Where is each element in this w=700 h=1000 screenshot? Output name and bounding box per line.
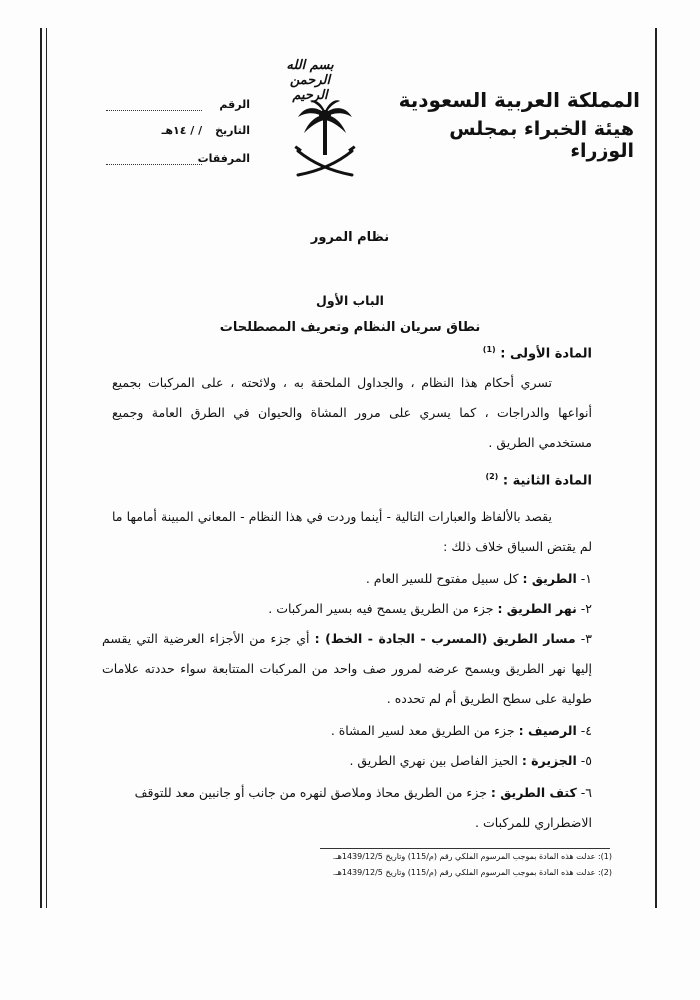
article1-title: المادة الأولى :	[500, 346, 592, 362]
item-number: ٢-	[580, 601, 592, 616]
date-label: التاريخ	[215, 124, 250, 137]
item-number: ٦-	[580, 785, 592, 800]
item-text: جزء من الطريق معد لسير المشاة .	[330, 723, 515, 738]
item-term: نهر الطريق :	[497, 601, 577, 616]
number-field	[106, 100, 202, 111]
document-title: نظام المرور	[310, 230, 390, 245]
item-number: ٣-	[580, 631, 592, 646]
article2-title: المادة الثانية :	[502, 473, 592, 489]
item-number: ١-	[580, 571, 592, 586]
saudi-emblem-palm-swords-icon	[290, 95, 360, 185]
definition-item	[112, 746, 592, 776]
article2-heading	[292, 472, 592, 488]
article1-text: تسري أحكام هذا النظام ، والجداول الملحقة به ، ولائحته ، على المركبات بجميع أنواعها والدراجات ، كما يسري على مرور المشاة والحيوان في الطرق العامة وجميع مستخدمي الطريق .	[112, 375, 592, 450]
article2-note: (2)	[485, 472, 499, 481]
left-margin-line	[40, 28, 42, 908]
item-term: كتف الطريق :	[490, 785, 577, 800]
number-label: الرقم	[219, 98, 250, 111]
definition-item	[102, 778, 592, 838]
date-value: / / ١٤هـ	[161, 124, 203, 137]
article1-note: (1)	[482, 345, 496, 354]
item-number: ٥-	[580, 753, 592, 768]
item-text: كل سبيل مفتوح للسير العام .	[365, 571, 519, 586]
chapter-heading: الباب الأول	[316, 293, 384, 308]
chapter-subtitle: نطاق سريان النظام وتعريف المصطلحات	[219, 320, 481, 335]
meta-number-row	[100, 98, 250, 111]
item-text: أي جزء من الأجزاء العرضية التي يقسم إليها نهر الطريق ويسمح عرضه لمرور صف واحد من المركبات المتتابعة سواء حددته علامات طولية على سطح الطريق أم لم تحدده .	[102, 631, 592, 706]
footnote-rule	[320, 848, 610, 849]
council-title: هيئة الخبراء بمجلس الوزراء	[449, 118, 634, 162]
item-number: ٤-	[580, 723, 592, 738]
attachments-label: المرفقات	[197, 152, 250, 165]
item-term: الطريق :	[522, 571, 577, 586]
left-margin-line-inner	[46, 28, 47, 908]
article1-heading	[292, 345, 592, 361]
definition-item	[112, 716, 592, 746]
item-text: جزء من الطريق محاذ وملاصق لنهره من جانب أو جانبين معد للتوقف الاضطراري للمركبات .	[134, 785, 592, 830]
right-margin-line	[655, 28, 657, 908]
item-term: الجزيرة :	[521, 753, 577, 768]
footnote-2: (2): عدلت هذه المادة بموجب المرسوم الملكي رقم (م/115) وتاريخ 1439/12/5هـ.	[332, 868, 612, 877]
definition-item	[112, 564, 592, 594]
item-text: الحيز الفاصل بين نهري الطريق .	[349, 753, 518, 768]
article2-intro: يقصد بالألفاظ والعبارات التالية - أينما وردت في هذا النظام - المعاني المبينة أمامها ما لم يقتض السياق خلاف ذلك :	[112, 509, 592, 554]
item-text: جزء من الطريق يسمح فيه بسير المركبات .	[268, 601, 494, 616]
bismillah: بسم الله الرحمن الرحيم	[286, 58, 334, 103]
definition-item	[102, 624, 592, 714]
meta-attachments-row	[100, 152, 250, 165]
item-term: مسار الطريق (المسرب - الجادة - الخط) :	[314, 631, 576, 646]
item-term: الرصيف :	[518, 723, 577, 738]
attachments-field	[106, 154, 202, 165]
kingdom-title: المملكة العربية السعودية	[398, 88, 640, 112]
footnote-1: (1): عدلت هذه المادة بموجب المرسوم الملكي رقم (م/115) وتاريخ 1439/12/5هـ.	[332, 852, 612, 861]
meta-date-row	[100, 124, 250, 137]
definition-item	[112, 594, 592, 624]
